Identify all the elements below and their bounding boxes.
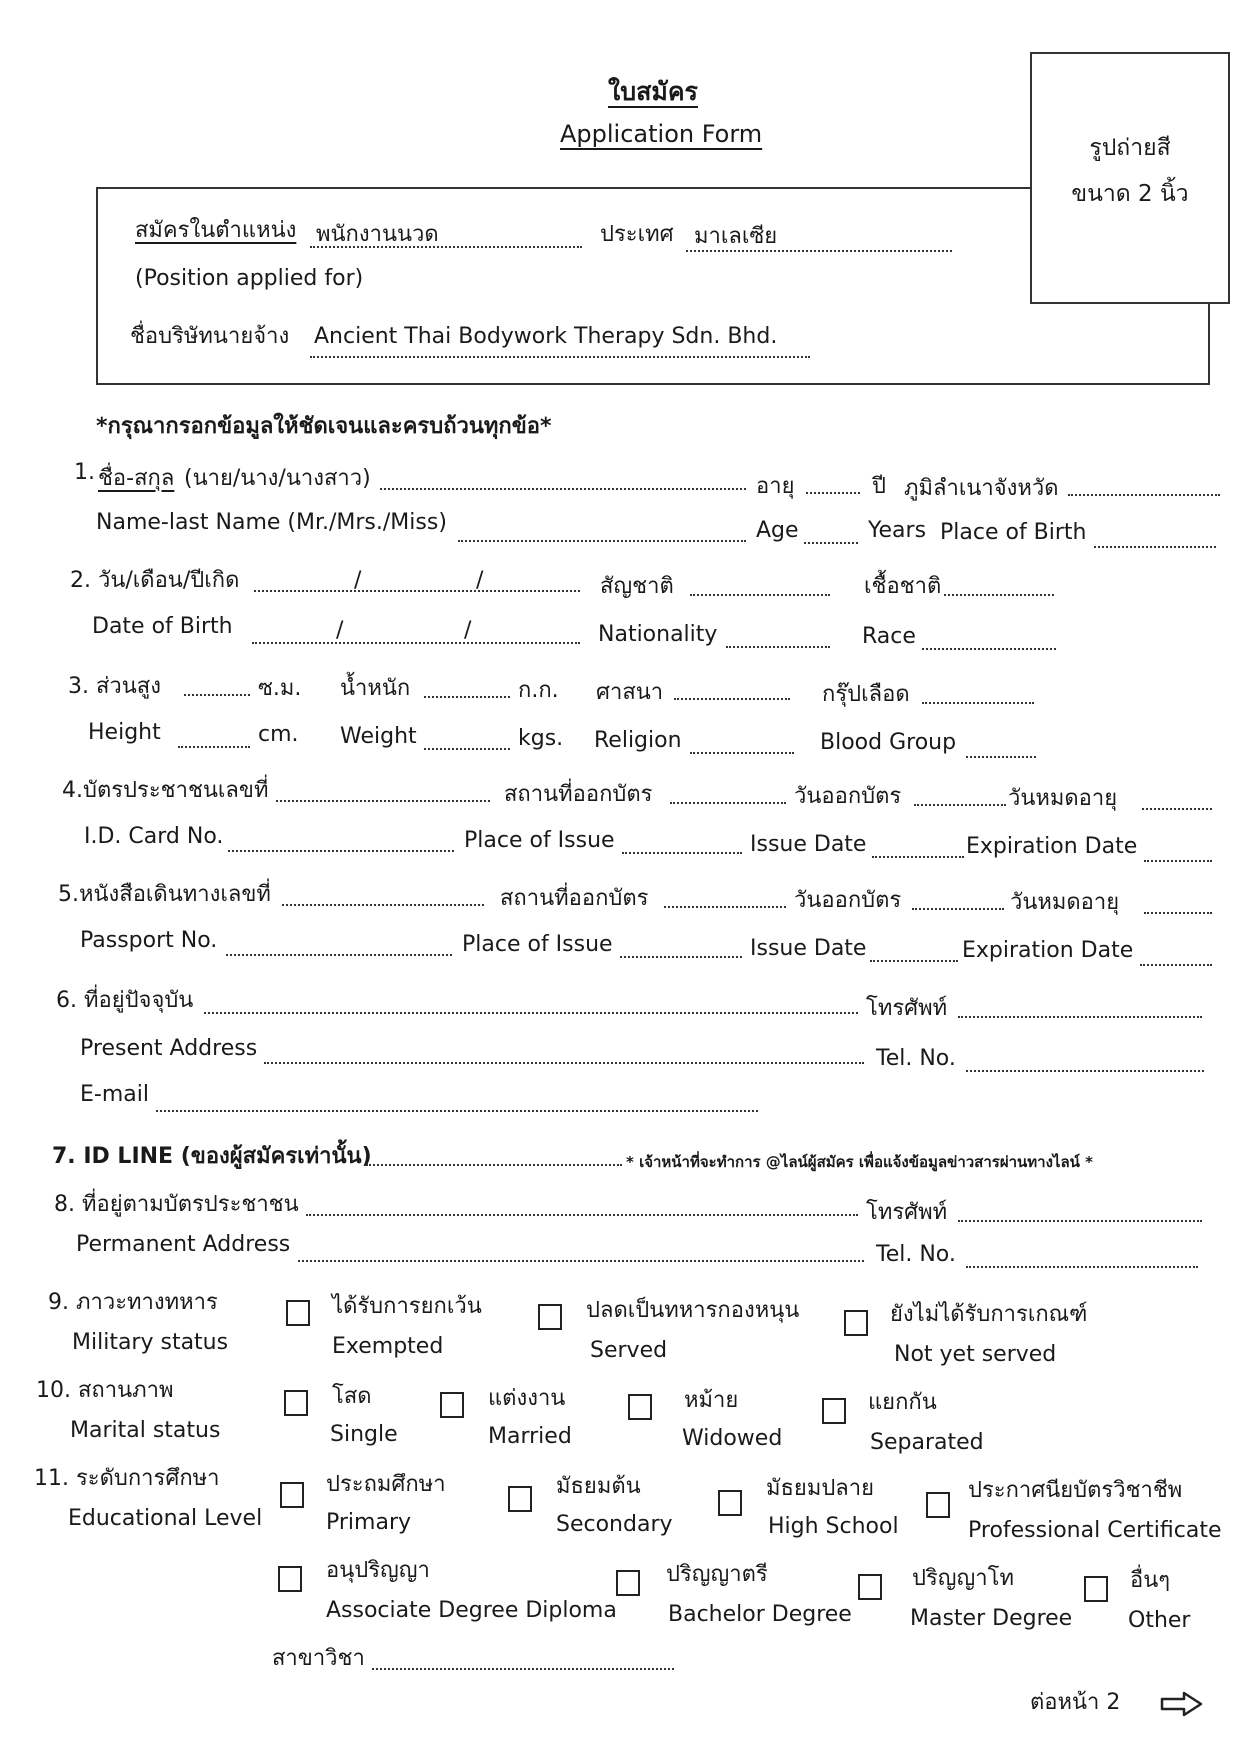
q10-single-checkbox[interactable] [284,1390,308,1416]
employer-label: ชื่อบริษัทนายจ้าง [130,324,290,349]
q8-address-label-en: Permanent Address [76,1232,291,1257]
q5-passport-line-en[interactable] [226,954,452,956]
q5-expire-line-th[interactable] [1144,912,1212,914]
title-thai: ใบสมัคร [608,77,698,106]
q3-height-label-en: Height [88,720,161,745]
country-label-text: ประเทศ [600,222,674,247]
q1-title-options-th: (นาย/นาง/นางสาว) [184,466,371,491]
q4-place-line-en[interactable] [622,852,742,854]
q4-issue-line-th[interactable] [914,804,1006,806]
q11-other-checkbox[interactable] [1084,1576,1108,1602]
q5-expire-label-th: วันหมดอายุ [1010,890,1120,915]
q11-associate-th: อนุปริญญา [326,1558,430,1583]
q1-years-label-en: Years [868,518,927,543]
q9-not-served-en: Not yet served [894,1342,1057,1367]
q1-year-label-th: ปี [872,474,886,499]
position-label-english: (Position applied for) [135,266,364,291]
q11-associate-en: Associate Degree Diploma [326,1598,617,1623]
q6-email-label: E-mail [80,1082,149,1107]
q11-master-en: Master Degree [910,1606,1073,1631]
q3-weight-line-en[interactable] [424,748,510,750]
employer-value[interactable]: Ancient Thai Bodywork Therapy Sdn. Bhd. [314,324,778,349]
q8-address-line-th[interactable] [306,1214,858,1216]
q4-issue-label-en: Issue Date [750,832,867,857]
q1-age-line-en[interactable] [804,542,858,544]
q6-address-label-en: Present Address [80,1036,258,1061]
q8-address-label-th: 8. ที่อยู่ตามบัตรประชาชน [54,1192,299,1217]
country-value[interactable]: มาเลเซีย [694,224,778,249]
position-value[interactable]: พนักงานนวด [316,222,439,247]
q5-passport-label-en: Passport No. [80,928,218,953]
q11-major-line[interactable] [372,1668,674,1670]
q3-religion-label-en: Religion [594,728,682,753]
q9-exempted-checkbox[interactable] [286,1300,310,1326]
q3-height-label-th: 3. ส่วนสูง [68,674,161,699]
q8-phone-label-th: โทรศัพท์ [866,1200,948,1225]
q3-kg-th: ก.ก. [518,678,559,703]
q11-label-en: Educational Level [68,1506,263,1531]
q11-master-checkbox[interactable] [858,1574,882,1600]
q6-phone-line-en[interactable] [966,1070,1204,1072]
q4-idcard-line-en[interactable] [228,850,454,852]
q9-exempted-en: Exempted [332,1334,444,1359]
q2-slash-2: / [476,568,484,593]
q6-email-line[interactable] [156,1110,758,1112]
q9-served-checkbox[interactable] [538,1304,562,1330]
title-english: Application Form [560,120,763,148]
q2-dob-line-th[interactable] [254,590,580,592]
q3-religion-line-en[interactable] [690,752,794,754]
q2-dob-label-th: 2. วัน/เดือน/ปีเกิด [70,568,240,593]
q5-issue-label-en: Issue Date [750,936,867,961]
q2-dob-label-en: Date of Birth [92,614,233,639]
q10-widowed-en: Widowed [682,1426,783,1451]
q1-name-line-th[interactable] [380,488,746,490]
position-label: สมัครในตำแหน่ง [135,218,297,243]
q11-other-en: Other [1128,1608,1191,1633]
q11-bachelor-th: ปริญญาตรี [666,1562,768,1587]
q10-separated-th: แยกกัน [868,1390,937,1415]
q6-address-line-th[interactable] [204,1012,858,1014]
q11-primary-en: Primary [326,1510,412,1535]
q1-birthplace-line-en[interactable] [1094,546,1216,548]
q7-line-note: * เจ้าหน้าที่จะทำการ @ไลน์ผู้สมัคร เพื่อแจ้งข้อมูลข่าวสารผ่านทางไลน์ * [626,1153,1093,1171]
q9-served-en: Served [590,1338,668,1363]
q11-major-label: สาขาวิชา [272,1646,365,1671]
q10-separated-en: Separated [870,1430,984,1455]
q11-primary-checkbox[interactable] [280,1482,304,1508]
q2-race-label-en: Race [862,624,916,649]
q11-professional-en: Professional Certificate [968,1518,1222,1543]
q10-label-th: 10. สถานภาพ [36,1378,174,1403]
q11-secondary-checkbox[interactable] [508,1486,532,1512]
q2-nationality-line-en[interactable] [726,646,830,648]
q11-secondary-th: มัธยมต้น [556,1474,641,1499]
q8-phone-label-en: Tel. No. [876,1242,956,1267]
q11-associate-checkbox[interactable] [278,1566,302,1592]
q10-label-en: Marital status [70,1418,221,1443]
q2-slash-1: / [354,568,362,593]
q5-passport-label-th: 5.หนังสือเดินทางเลขที่ [58,882,271,907]
q3-blood-label-en: Blood Group [820,730,957,755]
q8-address-line-en[interactable] [298,1260,864,1262]
q5-issue-line-th[interactable] [912,908,1004,910]
q1-number: 1. [74,460,95,485]
q11-other-th: อื่นๆ [1130,1568,1171,1593]
q1-age-line-th[interactable] [806,492,860,494]
q1-age-label-en: Age [756,518,799,543]
q10-single-en: Single [330,1422,398,1447]
q8-phone-line-th[interactable] [958,1220,1202,1222]
q9-not-served-th: ยังไม่ได้รับการเกณฑ์ [890,1302,1088,1327]
q11-bachelor-checkbox[interactable] [616,1570,640,1596]
q9-label-th: 9. ภาวะทางทหาร [48,1290,218,1315]
q6-phone-line-th[interactable] [958,1016,1202,1018]
q1-birthplace-label-th: ภูมิลำเนาจังหวัด [904,476,1059,501]
q9-label-en: Military status [72,1330,229,1355]
q2-slash-4: / [464,618,472,643]
q7-line-id-label: 7. ID LINE (ของผู้สมัครเท่านั้น) [52,1144,372,1169]
q4-idcard-line-th[interactable] [276,800,490,802]
q4-expire-line-th[interactable] [1142,808,1212,810]
q3-height-line-th[interactable] [184,694,250,696]
arrow-right-icon [1160,1690,1204,1718]
q3-religion-line-th[interactable] [674,698,790,700]
q2-nationality-label-en: Nationality [598,622,718,647]
q11-bachelor-en: Bachelor Degree [668,1602,852,1627]
photo-label-line2: ขนาด 2 นิ้ว [1071,181,1189,207]
position-field-line [310,246,582,248]
q9-exempted-th: ได้รับการยกเว้น [332,1294,482,1319]
q3-weight-label-en: Weight [340,724,417,749]
q3-kgs-en: kgs. [518,726,564,751]
q10-separated-checkbox[interactable] [822,1398,846,1424]
q2-nationality-label-th: สัญชาติ [600,574,674,599]
q4-expire-label-en: Expiration Date [966,834,1138,859]
q10-widowed-checkbox[interactable] [628,1394,652,1420]
q3-cm-en: cm. [258,722,299,747]
q2-nationality-line-th[interactable] [690,594,830,596]
q11-professional-checkbox[interactable] [926,1492,950,1518]
q2-race-line-th[interactable] [944,594,1054,596]
q4-idcard-label-en: I.D. Card No. [84,824,224,849]
q11-high-school-th: มัธยมปลาย [766,1476,875,1501]
country-field-line [686,250,952,252]
q3-height-line-en[interactable] [178,746,250,748]
q1-birthplace-label-en: Place of Birth [940,520,1087,545]
q2-race-label-th: เชื้อชาติ [864,574,942,599]
q11-primary-th: ประถมศึกษา [326,1472,446,1497]
q3-cm-th: ซ.ม. [258,676,302,701]
q10-single-th: โสด [332,1384,372,1409]
q4-place-label-th: สถานที่ออกบัตร [504,782,653,807]
q3-blood-line-en[interactable] [966,756,1036,758]
q1-name-line-en[interactable] [458,540,746,542]
q3-weight-label-th: น้ำหนัก [340,676,411,701]
q10-married-en: Married [488,1424,572,1449]
q4-expire-label-th: วันหมดอายุ [1008,786,1118,811]
next-page-label: ต่อหน้า 2 [1030,1690,1121,1715]
q5-expire-line-en[interactable] [1140,964,1212,966]
q11-label-th: 11. ระดับการศึกษา [34,1466,220,1491]
q11-high-school-checkbox[interactable] [718,1490,742,1516]
q5-place-line-th[interactable] [664,906,786,908]
q11-professional-th: ประกาศนียบัตรวิชาชีพ [968,1478,1183,1503]
q4-issue-line-en[interactable] [872,856,964,858]
q3-weight-line-th[interactable] [424,696,510,698]
q5-place-label-th: สถานที่ออกบัตร [500,886,649,911]
q6-phone-label-en: Tel. No. [876,1046,956,1071]
q4-place-line-th[interactable] [670,802,786,804]
q5-issue-label-th: วันออกบัตร [794,888,902,913]
instruction-text: *กรุณากรอกข้อมูลให้ชัดเจนและครบถ้วนทุกข้อ* [96,414,552,439]
q5-place-line-en[interactable] [620,956,742,958]
q3-blood-label-th: กรุ๊ปเลือด [822,682,910,707]
q7-line-id-field[interactable] [366,1164,622,1166]
q10-widowed-th: หม้าย [684,1388,739,1413]
q5-issue-line-en[interactable] [870,960,958,962]
photo-label-line1: รูปถ่ายสี [1089,135,1171,161]
q5-place-label-en: Place of Issue [462,932,613,957]
q2-slash-3: / [336,618,344,643]
q8-phone-line-en[interactable] [966,1266,1198,1268]
q2-dob-line-en[interactable] [252,642,580,644]
q3-blood-line-th[interactable] [922,702,1034,704]
q11-secondary-en: Secondary [556,1512,673,1537]
photo-placeholder [1030,52,1230,304]
q9-not-served-checkbox[interactable] [844,1310,868,1336]
q11-master-th: ปริญญาโท [912,1566,1014,1591]
q10-married-th: แต่งงาน [488,1386,566,1411]
q1-birthplace-line-th[interactable] [1068,494,1220,496]
employer-field-line [310,356,810,358]
q4-expire-line-en[interactable] [1144,860,1212,862]
q11-high-school-en: High School [768,1514,899,1539]
q5-expire-label-en: Expiration Date [962,938,1134,963]
q6-address-label-th: 6. ที่อยู่ปัจจุบัน [56,988,194,1013]
q6-address-line-en[interactable] [264,1062,864,1064]
q4-issue-label-th: วันออกบัตร [794,784,902,809]
q2-race-line-en[interactable] [922,648,1056,650]
q6-phone-label-th: โทรศัพท์ [866,996,948,1021]
q3-religion-label-th: ศาสนา [596,680,664,705]
q1-name-label-th: ชื่อ-สกุล [98,466,175,491]
q4-place-label-en: Place of Issue [464,828,615,853]
q5-passport-line-th[interactable] [282,904,484,906]
q9-served-th: ปลดเป็นทหารกองหนุน [586,1298,800,1323]
q1-name-label-en: Name-last Name (Mr./Mrs./Miss) [96,510,447,535]
q1-age-label-th: อายุ [756,474,795,499]
q4-idcard-label-th: 4.บัตรประชาชนเลขที่ [62,778,269,803]
q10-married-checkbox[interactable] [440,1392,464,1418]
